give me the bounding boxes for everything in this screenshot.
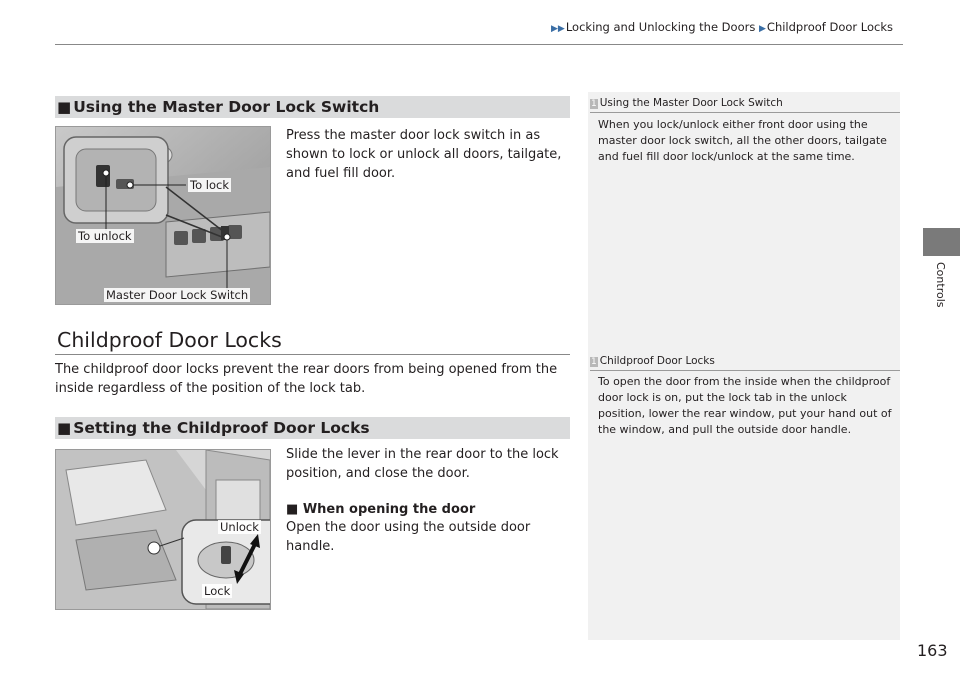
note-title-text: Using the Master Door Lock Switch — [599, 97, 783, 109]
label-lock: Lock — [204, 584, 231, 598]
chapter-tab-label: Controls — [934, 262, 947, 308]
note-body-childproof: To open the door from the inside when the childproof door lock is on, put the lock tab in the unlock position, lower the rear window, put your hand out of the window, and pull the outside door handle. — [598, 375, 892, 436]
section2-body: Slide the lever in the rear door to the lock position, and close the door. — [286, 447, 559, 481]
breadcrumb — [551, 20, 893, 34]
page-number: 163 — [917, 641, 948, 660]
square-bullet-icon: ■ — [57, 419, 72, 437]
chapter-tab-label-wrap — [933, 262, 951, 322]
section-bar-childproof — [55, 417, 570, 439]
heading-divider — [55, 354, 570, 355]
label-unlock: Unlock — [220, 520, 259, 534]
label-master-switch: Master Door Lock Switch — [106, 288, 249, 302]
label-to-unlock: To unlock — [78, 229, 132, 243]
page-heading: Childproof Door Locks — [57, 328, 282, 352]
door-panel-illustration — [56, 127, 270, 304]
note-body-master-switch: When you lock/unlock either front door using the master door lock switch, all the other doors, tailgate and fuel fill door lock/unlock at the same time. — [598, 118, 887, 163]
header-divider — [55, 44, 903, 45]
chapter-tab[interactable] — [923, 228, 960, 256]
note-marker-icon: 1 — [591, 357, 597, 367]
figure-master-switch — [55, 126, 271, 305]
childproof-intro: The childproof door locks prevent the rear doors from being opened from the inside regardless of the position of the lock tab. — [55, 362, 558, 396]
triangle-right-icon: ▶▶ — [551, 24, 565, 34]
note-marker-icon: 1 — [591, 99, 597, 109]
section-title: Using the Master Door Lock Switch — [73, 98, 380, 116]
sub-body: Open the door using the outside door handle. — [286, 520, 531, 554]
note-title-master-switch — [590, 97, 783, 109]
triangle-right-icon: ▶ — [759, 24, 766, 34]
sub-heading-text: When opening the door — [302, 502, 476, 517]
square-bullet-icon: ■ — [57, 98, 72, 116]
note-divider — [590, 370, 900, 371]
breadcrumb-item-childproof[interactable]: Childproof Door Locks — [766, 20, 894, 34]
square-bullet-icon: ■ — [286, 502, 299, 517]
note-title-childproof — [590, 355, 715, 367]
breadcrumb-item-locking[interactable]: Locking and Unlocking the Doors — [565, 20, 756, 34]
section1-body: Press the master door lock switch in as shown to lock or unlock all doors, tailgate, and fuel fill door. — [286, 128, 562, 181]
section-title: Setting the Childproof Door Locks — [73, 419, 370, 437]
figure-childproof-lock — [55, 449, 271, 610]
section-bar-master-switch — [55, 96, 570, 118]
sub-heading — [286, 500, 576, 519]
note-title-text: Childproof Door Locks — [599, 355, 715, 367]
label-to-lock: To lock — [190, 178, 229, 192]
note-divider — [590, 112, 900, 113]
